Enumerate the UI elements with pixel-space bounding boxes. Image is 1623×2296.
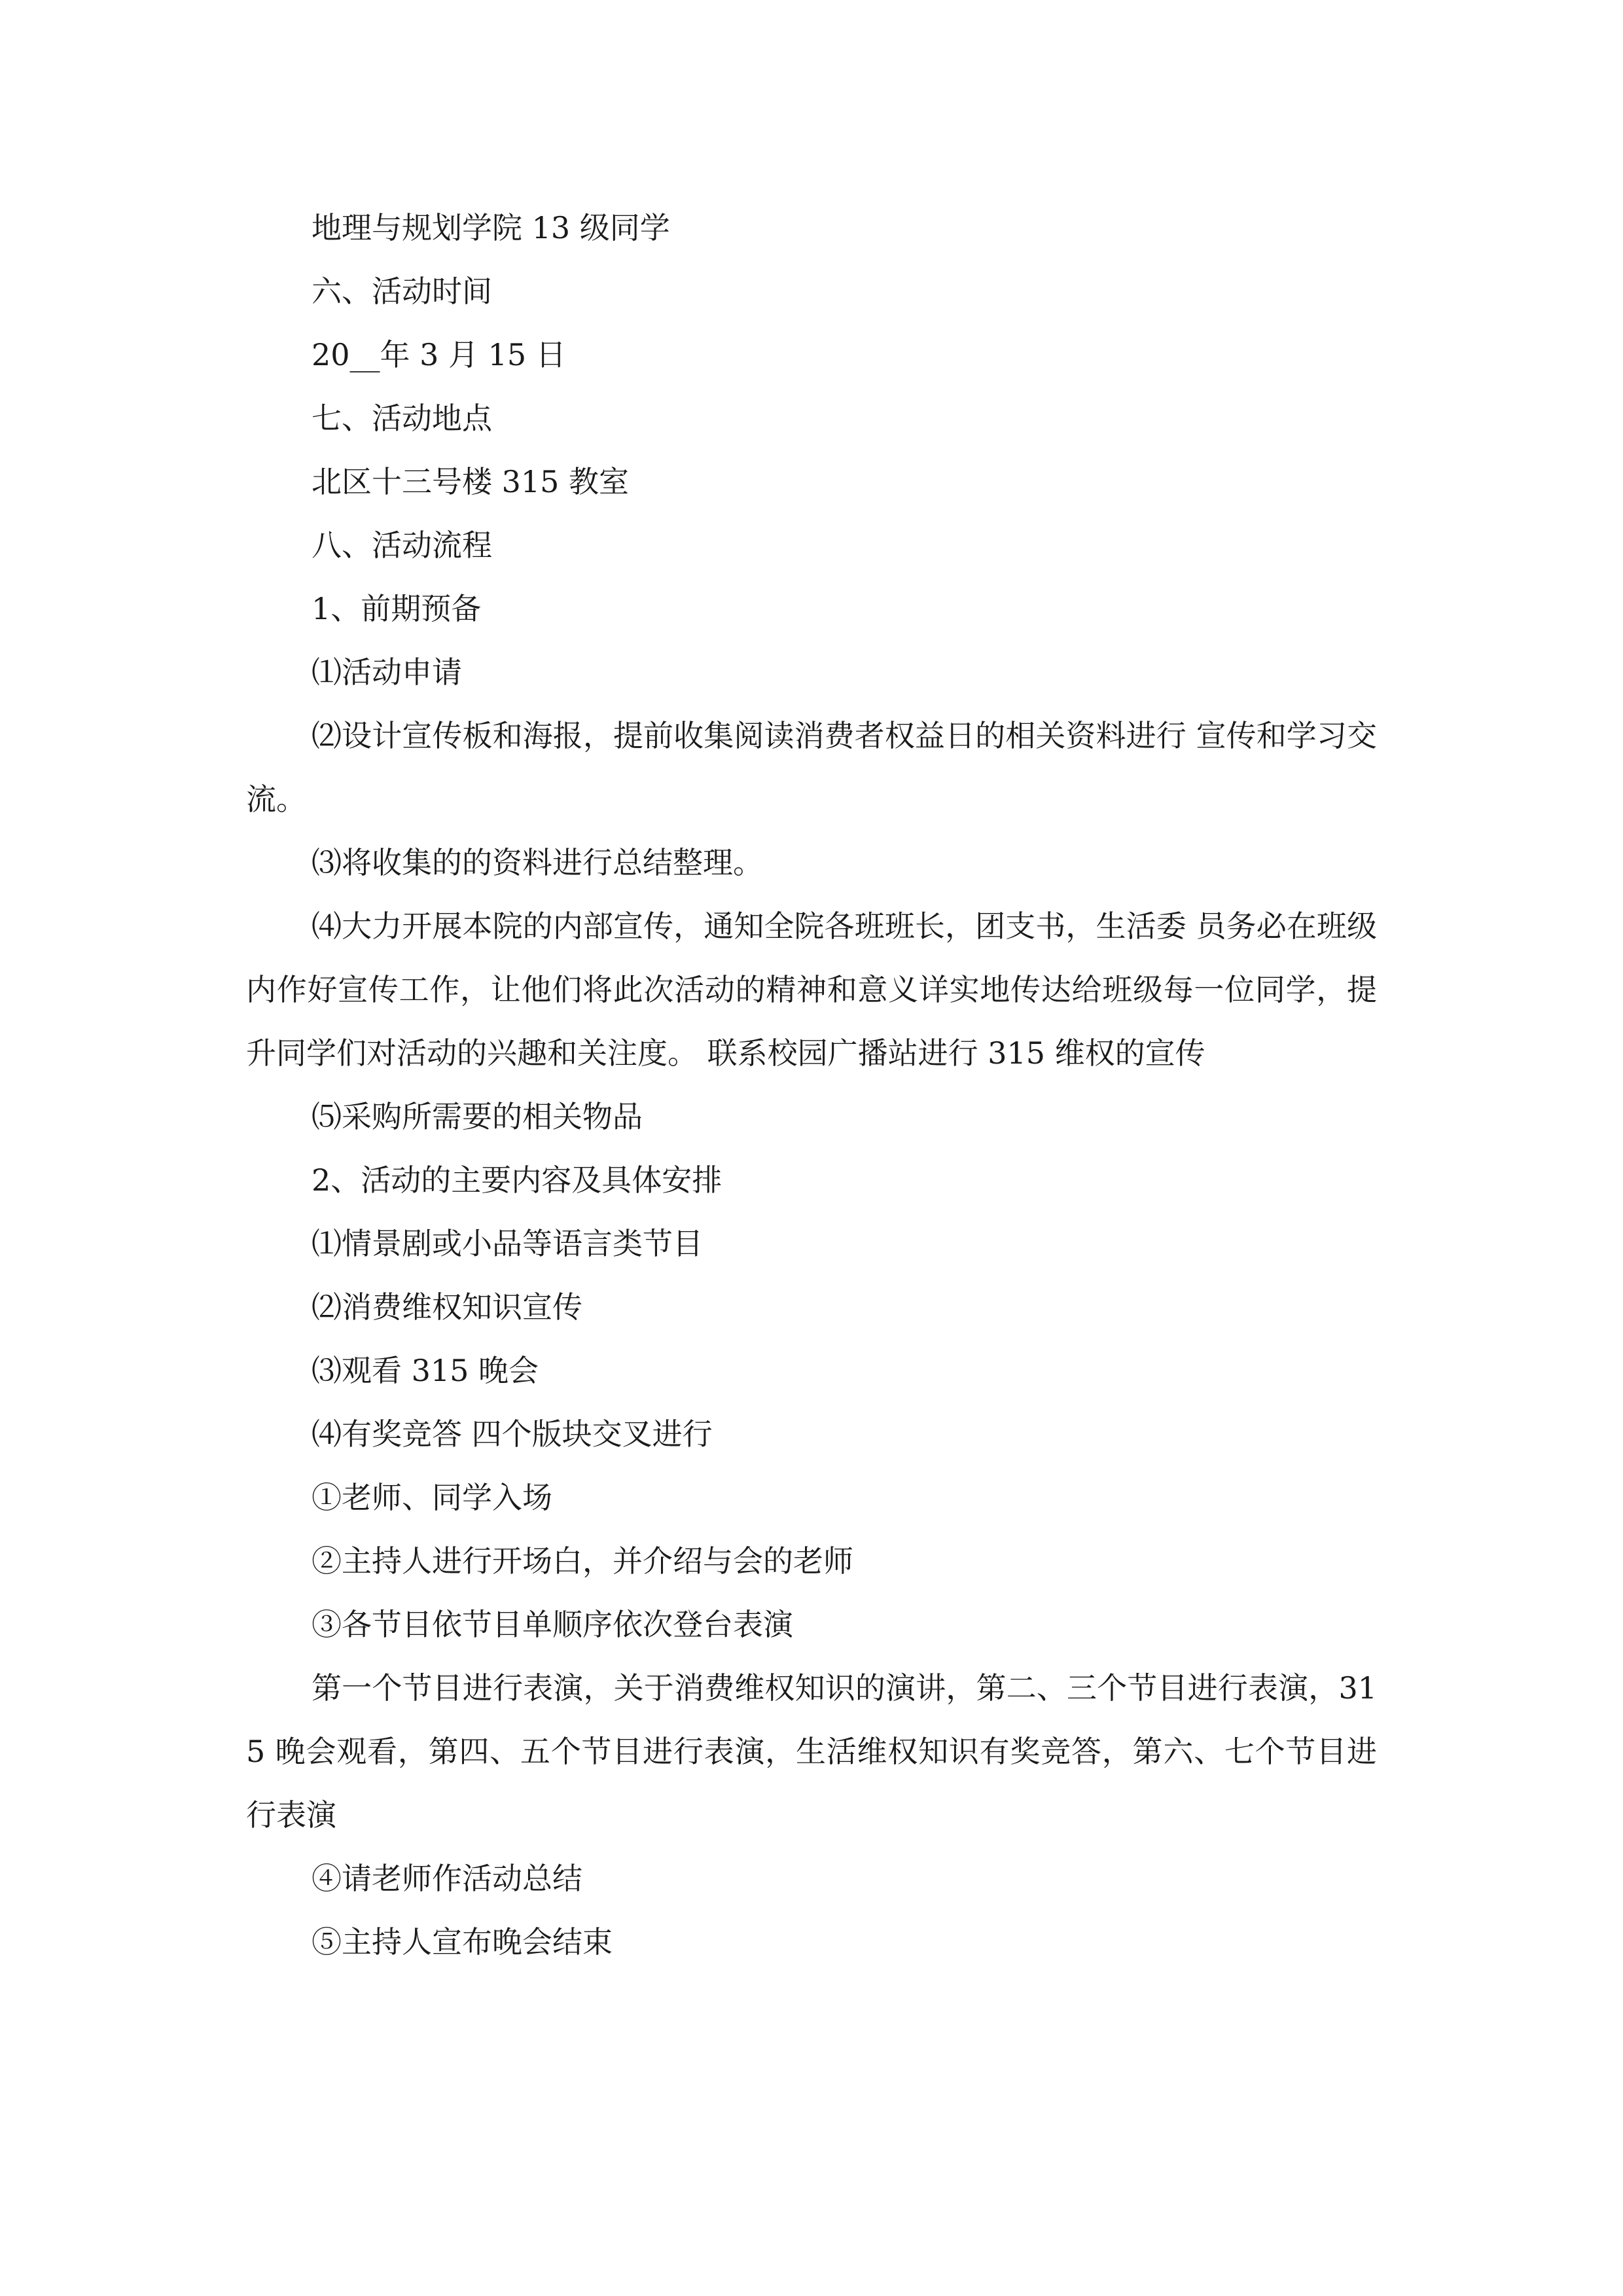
list-item: ⑵消费维权知识宣传: [312, 1289, 582, 1325]
list-item: ⑷有奖竞答 四个版块交叉进行: [312, 1416, 713, 1452]
list-item: ⑴情景剧或小品等语言类节目: [312, 1226, 703, 1261]
document-body: [246, 196, 1377, 1974]
list-item: ⑵设计宣传板和海报，提前收集阅读消费者权益日的相关资料进行 宣传和学习交流。: [246, 718, 1377, 817]
subheading-main-content: 2、活动的主要内容及具体安排: [312, 1162, 722, 1198]
subheading-preparation: 1、前期预备: [312, 591, 482, 626]
list-item: ①老师、同学入场: [312, 1480, 552, 1515]
list-item: ④请老师作活动总结: [312, 1861, 582, 1896]
list-item: ③各节目依节目单顺序依次登台表演: [312, 1607, 793, 1642]
paragraph-program-sequence: 第一个节目进行表演，关于消费维权知识的演讲，第二、三个节目进行表演，315 晚会观看，第四、五个节目进行表演，生活维权知识有奖竞答，第六、七个节目进行表演: [246, 1670, 1377, 1833]
list-item: ⑷大力开展本院的内部宣传，通知全院各班班长，团支书，生活委 员务必在班级内作好宣传工作，让他们将此次活动的精神和意义详实地传达给班级每一位同学，提升同学们对活动的兴趣和关注度。 联系校园广播站进行 315 维权的宣传: [246, 908, 1377, 1071]
heading-activity-process: 八、活动流程: [312, 528, 492, 563]
paragraph-participants: 地理与规划学院 13 级同学: [312, 210, 670, 245]
list-item: ⑶将收集的的资料进行总结整理。: [312, 845, 763, 880]
heading-activity-time: 六、活动时间: [312, 274, 492, 309]
list-item: ⑸采购所需要的相关物品: [312, 1099, 643, 1134]
list-item: ②主持人进行开场白，并介绍与会的老师: [312, 1543, 853, 1579]
paragraph-date: 20__年 3 月 15 日: [312, 337, 566, 372]
list-item: ⑶观看 315 晚会: [312, 1353, 539, 1388]
heading-activity-location: 七、活动地点: [312, 401, 492, 436]
paragraph-location: 北区十三号楼 315 教室: [312, 464, 630, 499]
list-item: ⑤主持人宣布晚会结束: [312, 1924, 613, 1960]
list-item: ⑴活动申请: [312, 655, 462, 690]
